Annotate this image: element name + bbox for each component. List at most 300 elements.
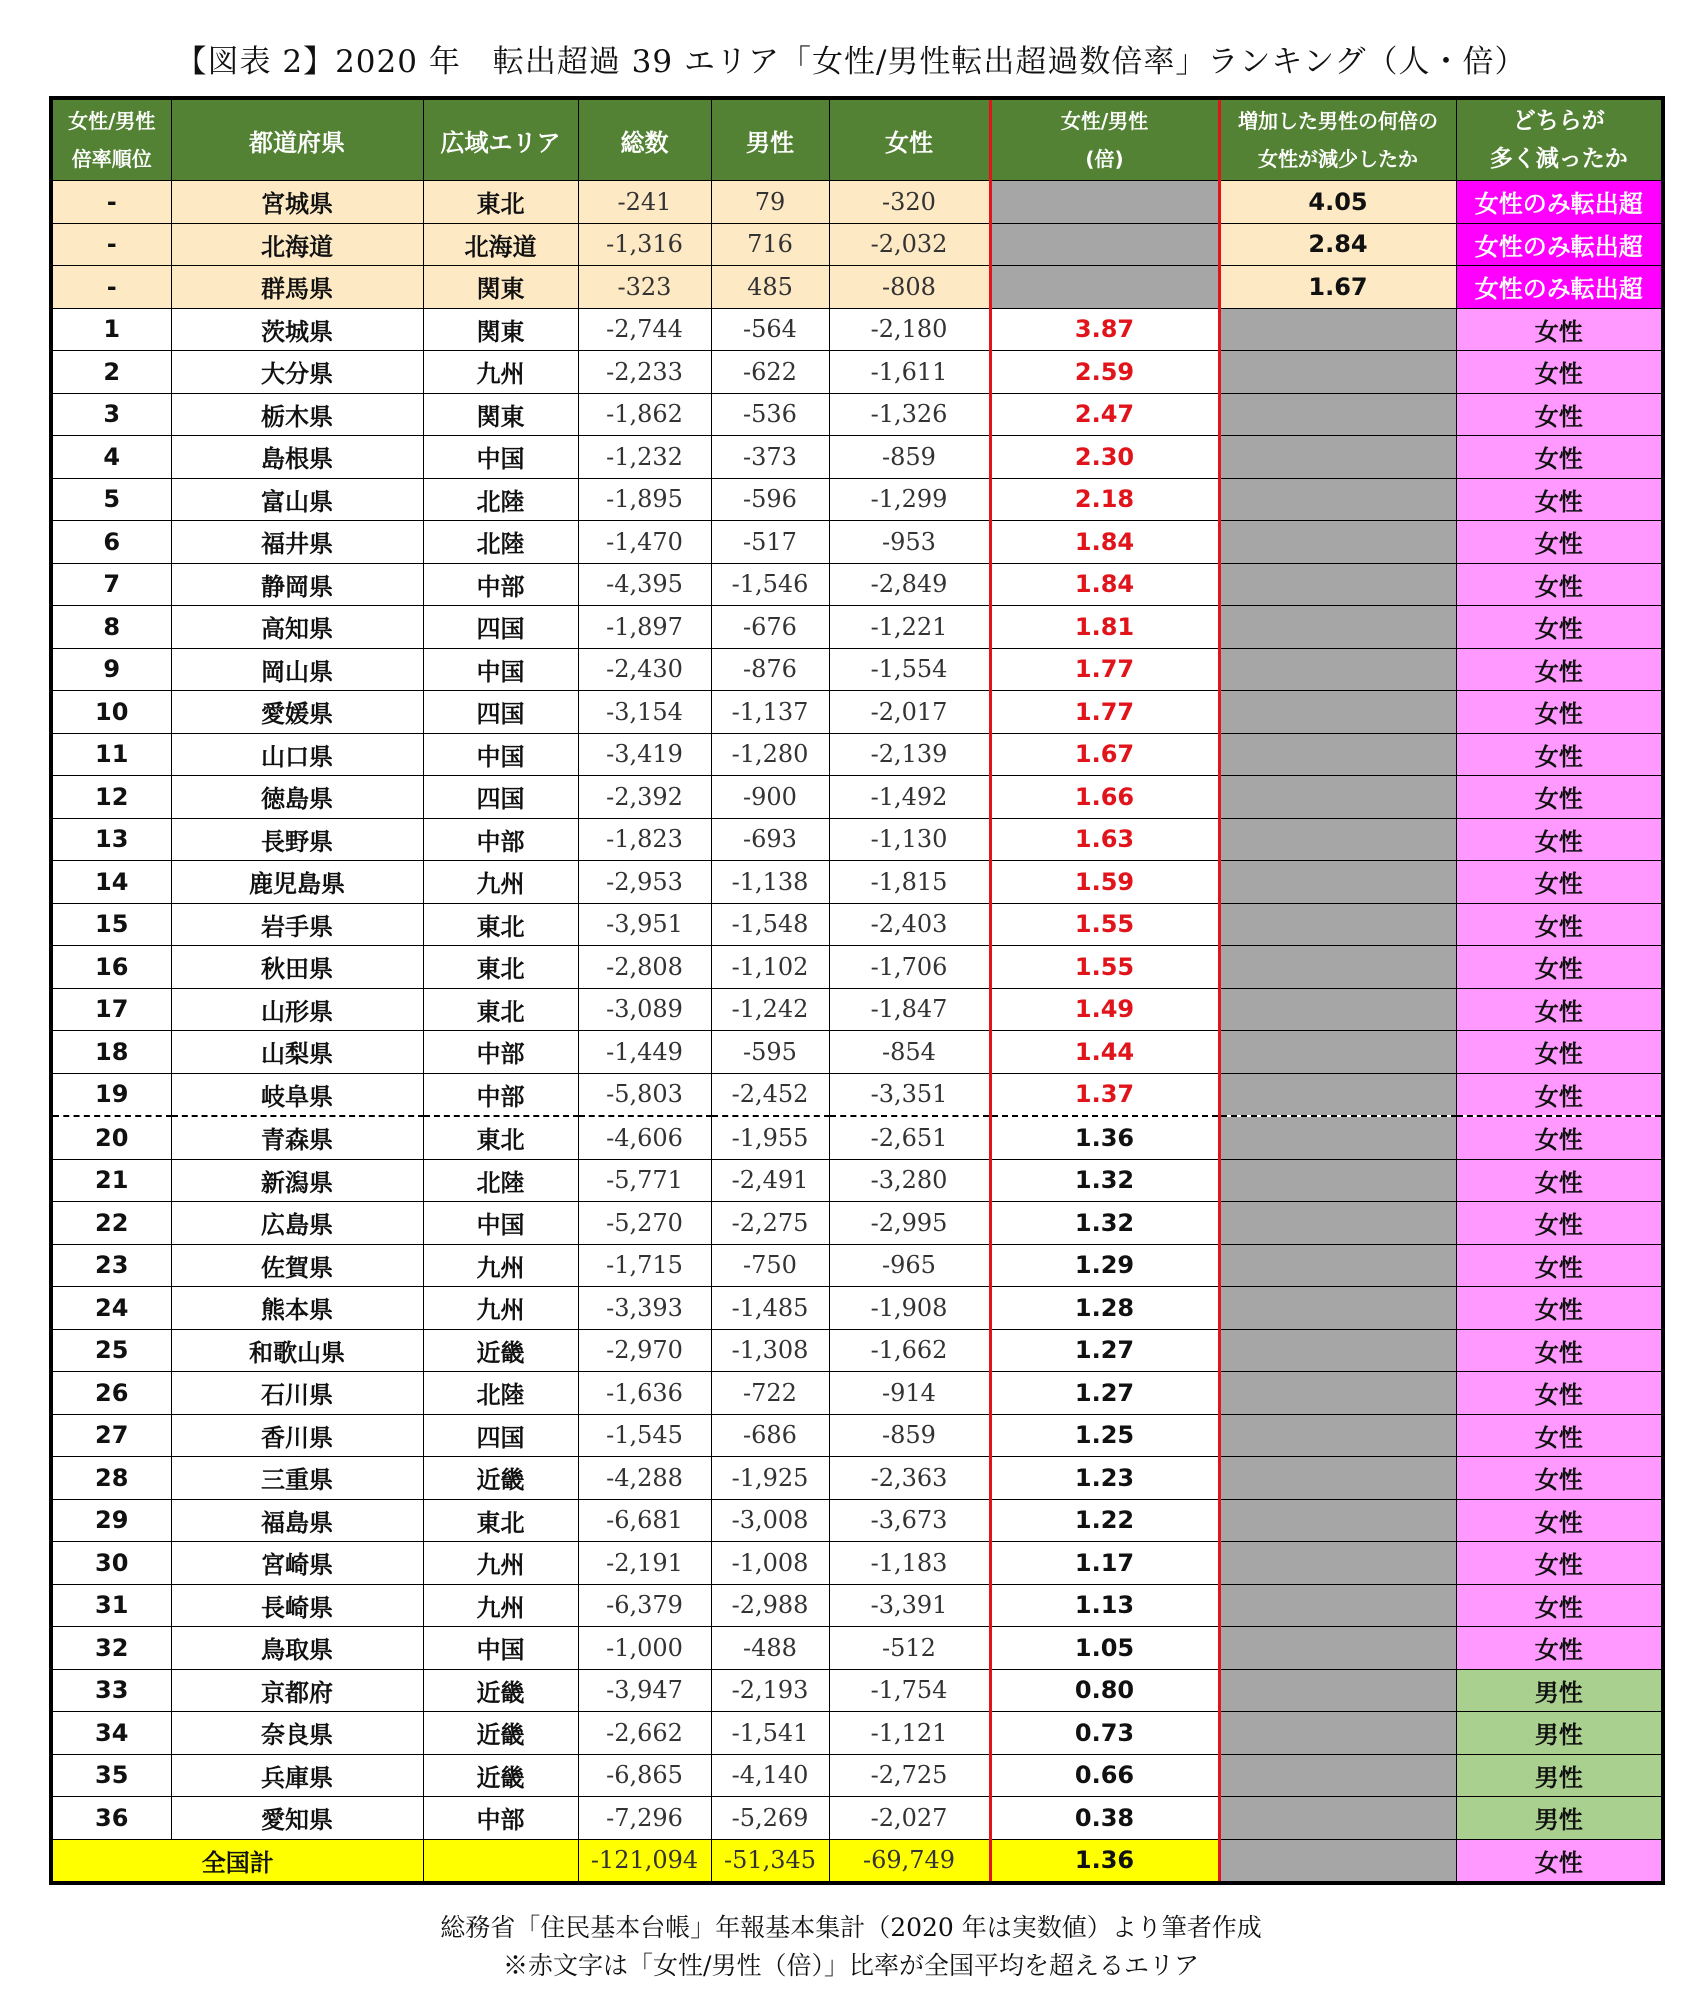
which-cell: 女性	[1456, 1584, 1663, 1627]
rank-cell: 13	[51, 818, 171, 861]
male-cell: -51,345	[711, 1839, 829, 1883]
rank-cell: 9	[51, 648, 171, 691]
table-row	[51, 946, 1663, 989]
which-cell: 男性	[1456, 1797, 1663, 1840]
prefecture-cell: 岩手県	[171, 903, 423, 946]
total-row	[51, 1839, 1663, 1883]
which-cell: 女性	[1456, 1031, 1663, 1074]
multiple-cell	[1219, 1372, 1456, 1415]
total-cell: -1,232	[578, 436, 711, 479]
male-cell: -1,137	[711, 691, 829, 734]
male-cell: -2,193	[711, 1669, 829, 1712]
which-cell: 女性	[1456, 1073, 1663, 1116]
total-label-cell: 全国計	[51, 1839, 423, 1883]
table-row	[51, 1031, 1663, 1074]
male-cell: -564	[711, 308, 829, 351]
table-row	[51, 648, 1663, 691]
female-cell: -953	[829, 521, 990, 564]
total-cell: -1,316	[578, 223, 711, 266]
prefecture-cell: 徳島県	[171, 776, 423, 819]
prefecture-cell: 群馬県	[171, 266, 423, 309]
which-cell: 女性	[1456, 1159, 1663, 1202]
ratio-cell: 1.32	[990, 1159, 1219, 1202]
table-row	[51, 521, 1663, 564]
male-cell: -686	[711, 1414, 829, 1457]
table-row	[51, 1073, 1663, 1116]
multiple-cell	[1219, 1457, 1456, 1500]
prefecture-cell: 福島県	[171, 1499, 423, 1542]
table-row	[51, 478, 1663, 521]
which-cell: 女性	[1456, 1414, 1663, 1457]
multiple-cell	[1219, 521, 1456, 564]
rank-cell: -	[51, 266, 171, 309]
table-row	[51, 691, 1663, 734]
female-cell: -965	[829, 1244, 990, 1287]
total-cell: -4,395	[578, 563, 711, 606]
header-total: 総数	[578, 98, 711, 181]
table-row	[51, 1116, 1663, 1159]
area-cell: 北陸	[423, 521, 578, 564]
area-cell: 北海道	[423, 223, 578, 266]
table-row	[51, 988, 1663, 1031]
rank-cell: 35	[51, 1754, 171, 1797]
multiple-cell	[1219, 1073, 1456, 1116]
ratio-cell: 2.18	[990, 478, 1219, 521]
area-cell: 近畿	[423, 1712, 578, 1755]
total-cell: -5,270	[578, 1202, 711, 1245]
area-cell: 近畿	[423, 1669, 578, 1712]
female-cell: -1,554	[829, 648, 990, 691]
area-cell: 東北	[423, 181, 578, 224]
ratio-cell: 2.47	[990, 393, 1219, 436]
table-row	[51, 1499, 1663, 1542]
prefecture-cell: 愛媛県	[171, 691, 423, 734]
rank-cell: 7	[51, 563, 171, 606]
total-cell: -2,191	[578, 1542, 711, 1585]
ratio-cell: 1.44	[990, 1031, 1219, 1074]
multiple-cell: 2.84	[1219, 223, 1456, 266]
area-cell: 近畿	[423, 1754, 578, 1797]
ratio-cell: 1.05	[990, 1627, 1219, 1670]
multiple-cell	[1219, 1244, 1456, 1287]
multiple-cell	[1219, 436, 1456, 479]
which-cell: 女性	[1456, 733, 1663, 776]
male-cell: -2,988	[711, 1584, 829, 1627]
male-cell: -1,138	[711, 861, 829, 904]
table-row	[51, 606, 1663, 649]
rank-cell: 4	[51, 436, 171, 479]
rank-cell: 18	[51, 1031, 171, 1074]
prefecture-cell: 鳥取県	[171, 1627, 423, 1670]
prefecture-cell: 島根県	[171, 436, 423, 479]
ratio-cell: 1.77	[990, 691, 1219, 734]
prefecture-cell: 栃木県	[171, 393, 423, 436]
ratio-cell	[990, 223, 1219, 266]
area-cell: 中国	[423, 1202, 578, 1245]
prefecture-cell: 山口県	[171, 733, 423, 776]
area-cell: 中国	[423, 733, 578, 776]
male-cell: 485	[711, 266, 829, 309]
table-row	[51, 1414, 1663, 1457]
ratio-cell: 1.81	[990, 606, 1219, 649]
total-cell: -5,771	[578, 1159, 711, 1202]
table-row	[51, 308, 1663, 351]
which-cell: 男性	[1456, 1712, 1663, 1755]
ratio-cell: 2.59	[990, 351, 1219, 394]
which-cell: 女性	[1456, 521, 1663, 564]
rank-cell: 6	[51, 521, 171, 564]
prefecture-cell: 宮崎県	[171, 1542, 423, 1585]
ratio-cell: 1.27	[990, 1329, 1219, 1372]
rank-cell: 8	[51, 606, 171, 649]
total-cell: -2,808	[578, 946, 711, 989]
table-row	[51, 861, 1663, 904]
rank-cell: 1	[51, 308, 171, 351]
female-cell: -3,351	[829, 1073, 990, 1116]
ratio-cell: 1.23	[990, 1457, 1219, 1500]
prefecture-cell: 岐阜県	[171, 1073, 423, 1116]
rank-cell: 14	[51, 861, 171, 904]
area-cell: 九州	[423, 351, 578, 394]
total-cell: -4,288	[578, 1457, 711, 1500]
area-cell: 四国	[423, 776, 578, 819]
total-cell: -2,233	[578, 351, 711, 394]
female-cell: -2,017	[829, 691, 990, 734]
male-cell: -1,548	[711, 903, 829, 946]
table-row	[51, 1287, 1663, 1330]
area-cell: 四国	[423, 606, 578, 649]
total-cell: -1,636	[578, 1372, 711, 1415]
male-cell: -722	[711, 1372, 829, 1415]
male-cell: -536	[711, 393, 829, 436]
male-cell: -4,140	[711, 1754, 829, 1797]
male-cell: -1,546	[711, 563, 829, 606]
area-cell: 中部	[423, 1073, 578, 1116]
area-cell: 東北	[423, 1116, 578, 1159]
rank-cell: 24	[51, 1287, 171, 1330]
rank-cell: 12	[51, 776, 171, 819]
multiple-cell	[1219, 776, 1456, 819]
multiple-cell	[1219, 308, 1456, 351]
male-cell: -676	[711, 606, 829, 649]
rank-cell: 30	[51, 1542, 171, 1585]
prefecture-cell: 長崎県	[171, 1584, 423, 1627]
multiple-cell	[1219, 1627, 1456, 1670]
rank-cell: 32	[51, 1627, 171, 1670]
table-row	[51, 266, 1663, 309]
header-multiple: 増加した男性の何倍の 女性が減少したか	[1219, 98, 1456, 181]
male-cell: -2,275	[711, 1202, 829, 1245]
which-cell: 女性	[1456, 1372, 1663, 1415]
rank-cell: 15	[51, 903, 171, 946]
female-cell: -1,221	[829, 606, 990, 649]
total-cell: -6,681	[578, 1499, 711, 1542]
prefecture-cell: 愛知県	[171, 1797, 423, 1840]
area-cell: 関東	[423, 266, 578, 309]
multiple-cell	[1219, 351, 1456, 394]
total-cell: -1,449	[578, 1031, 711, 1074]
area-cell: 近畿	[423, 1329, 578, 1372]
which-cell: 女性のみ転出超	[1456, 266, 1663, 309]
rank-cell: 17	[51, 988, 171, 1031]
table-row	[51, 776, 1663, 819]
multiple-cell	[1219, 563, 1456, 606]
which-cell: 女性	[1456, 1116, 1663, 1159]
prefecture-cell: 広島県	[171, 1202, 423, 1245]
male-cell: -596	[711, 478, 829, 521]
male-cell: -900	[711, 776, 829, 819]
female-cell: -1,299	[829, 478, 990, 521]
area-cell: 九州	[423, 861, 578, 904]
multiple-cell	[1219, 1499, 1456, 1542]
total-cell: -6,865	[578, 1754, 711, 1797]
ratio-cell: 1.36	[990, 1116, 1219, 1159]
table-row	[51, 563, 1663, 606]
which-cell: 男性	[1456, 1669, 1663, 1712]
multiple-cell: 1.67	[1219, 266, 1456, 309]
female-cell: -3,673	[829, 1499, 990, 1542]
which-cell: 女性	[1456, 648, 1663, 691]
ratio-cell: 1.17	[990, 1542, 1219, 1585]
which-cell: 女性	[1456, 1542, 1663, 1585]
which-cell: 女性	[1456, 393, 1663, 436]
rank-cell: 19	[51, 1073, 171, 1116]
female-cell: -320	[829, 181, 990, 224]
ratio-cell: 1.25	[990, 1414, 1219, 1457]
which-cell: 女性	[1456, 436, 1663, 479]
prefecture-cell: 石川県	[171, 1372, 423, 1415]
table-row	[51, 818, 1663, 861]
header-which: どちらが 多く減ったか	[1456, 98, 1663, 181]
which-cell: 女性	[1456, 691, 1663, 734]
prefecture-cell: 福井県	[171, 521, 423, 564]
which-cell: 女性	[1456, 946, 1663, 989]
area-cell: 関東	[423, 308, 578, 351]
prefecture-cell: 山梨県	[171, 1031, 423, 1074]
female-cell: -1,815	[829, 861, 990, 904]
female-cell: -1,183	[829, 1542, 990, 1585]
table-row	[51, 1754, 1663, 1797]
table-row	[51, 1797, 1663, 1840]
which-cell: 女性	[1456, 1329, 1663, 1372]
area-cell: 東北	[423, 946, 578, 989]
table-row	[51, 1457, 1663, 1500]
ratio-cell: 0.66	[990, 1754, 1219, 1797]
female-cell: -3,280	[829, 1159, 990, 1202]
multiple-cell	[1219, 903, 1456, 946]
female-cell: -2,139	[829, 733, 990, 776]
total-cell: -3,951	[578, 903, 711, 946]
table-row	[51, 181, 1663, 224]
female-cell: -854	[829, 1031, 990, 1074]
rank-cell: 23	[51, 1244, 171, 1287]
table-row	[51, 1627, 1663, 1670]
male-cell: -876	[711, 648, 829, 691]
which-cell: 女性	[1456, 478, 1663, 521]
male-cell: -5,269	[711, 1797, 829, 1840]
female-cell: -1,662	[829, 1329, 990, 1372]
which-cell: 女性のみ転出超	[1456, 223, 1663, 266]
area-cell: 九州	[423, 1542, 578, 1585]
prefecture-cell: 三重県	[171, 1457, 423, 1500]
area-cell: 北陸	[423, 478, 578, 521]
header-area: 広域エリア	[423, 98, 578, 181]
multiple-cell	[1219, 1159, 1456, 1202]
ratio-cell: 1.29	[990, 1244, 1219, 1287]
prefecture-cell: 茨城県	[171, 308, 423, 351]
rank-cell: 5	[51, 478, 171, 521]
female-cell: -808	[829, 266, 990, 309]
source-note: 総務省「住民基本台帳」年報基本集計（2020 年は実数値）より筆者作成	[440, 1913, 1262, 1942]
male-cell: -517	[711, 521, 829, 564]
table-row	[51, 1202, 1663, 1245]
which-cell: 女性	[1456, 1499, 1663, 1542]
ratio-cell: 0.73	[990, 1712, 1219, 1755]
ranking-table	[49, 96, 1665, 1885]
ratio-cell: 1.84	[990, 563, 1219, 606]
header-ratio: 女性/男性 (倍)	[990, 98, 1219, 181]
total-cell: -1,545	[578, 1414, 711, 1457]
area-cell: 関東	[423, 393, 578, 436]
total-cell: -3,393	[578, 1287, 711, 1330]
ratio-cell: 3.87	[990, 308, 1219, 351]
multiple-cell	[1219, 1797, 1456, 1840]
rank-cell: 10	[51, 691, 171, 734]
ratio-cell: 0.38	[990, 1797, 1219, 1840]
ranking-table-wrapper	[49, 96, 1661, 1885]
female-cell: -1,326	[829, 393, 990, 436]
total-cell: -3,947	[578, 1669, 711, 1712]
which-cell: 女性	[1456, 988, 1663, 1031]
which-cell: 女性のみ転出超	[1456, 181, 1663, 224]
prefecture-cell: 鹿児島県	[171, 861, 423, 904]
prefecture-cell: 新潟県	[171, 1159, 423, 1202]
total-cell: -2,970	[578, 1329, 711, 1372]
prefecture-cell: 香川県	[171, 1414, 423, 1457]
male-cell: -373	[711, 436, 829, 479]
which-cell: 女性	[1456, 818, 1663, 861]
multiple-cell	[1219, 1329, 1456, 1372]
multiple-cell	[1219, 733, 1456, 776]
area-cell: 東北	[423, 903, 578, 946]
ratio-cell: 2.30	[990, 436, 1219, 479]
male-cell: -1,925	[711, 1457, 829, 1500]
ratio-cell: 1.55	[990, 903, 1219, 946]
prefecture-cell: 青森県	[171, 1116, 423, 1159]
female-cell: -1,121	[829, 1712, 990, 1755]
ratio-cell: 1.32	[990, 1202, 1219, 1245]
male-cell: -3,008	[711, 1499, 829, 1542]
multiple-cell	[1219, 1669, 1456, 1712]
female-cell: -2,995	[829, 1202, 990, 1245]
male-cell: -1,308	[711, 1329, 829, 1372]
which-cell: 女性	[1456, 1202, 1663, 1245]
prefecture-cell: 山形県	[171, 988, 423, 1031]
table-row	[51, 1669, 1663, 1712]
total-cell: -121,094	[578, 1839, 711, 1883]
female-cell: -1,706	[829, 946, 990, 989]
multiple-cell	[1219, 861, 1456, 904]
area-cell: 九州	[423, 1584, 578, 1627]
total-cell: -7,296	[578, 1797, 711, 1840]
total-cell: -2,662	[578, 1712, 711, 1755]
rank-cell: 16	[51, 946, 171, 989]
prefecture-cell: 和歌山県	[171, 1329, 423, 1372]
header-male: 男性	[711, 98, 829, 181]
total-cell: -1,823	[578, 818, 711, 861]
total-cell: -1,470	[578, 521, 711, 564]
total-cell: -3,089	[578, 988, 711, 1031]
total-cell: -323	[578, 266, 711, 309]
area-cell: 中部	[423, 1797, 578, 1840]
table-row	[51, 1329, 1663, 1372]
which-cell: 女性	[1456, 351, 1663, 394]
total-cell: -2,392	[578, 776, 711, 819]
female-cell: -1,908	[829, 1287, 990, 1330]
prefecture-cell: 奈良県	[171, 1712, 423, 1755]
area-cell: 北陸	[423, 1159, 578, 1202]
multiple-cell	[1219, 1202, 1456, 1245]
ratio-cell: 1.27	[990, 1372, 1219, 1415]
which-cell: 女性	[1456, 903, 1663, 946]
ratio-cell: 1.67	[990, 733, 1219, 776]
prefecture-cell: 静岡県	[171, 563, 423, 606]
female-cell: -1,492	[829, 776, 990, 819]
ratio-cell: 1.59	[990, 861, 1219, 904]
header-rank: 女性/男性 倍率順位	[51, 98, 171, 181]
male-cell: -750	[711, 1244, 829, 1287]
prefecture-cell: 佐賀県	[171, 1244, 423, 1287]
rank-cell: 11	[51, 733, 171, 776]
ratio-cell: 1.37	[990, 1073, 1219, 1116]
male-cell: -595	[711, 1031, 829, 1074]
ratio-cell	[990, 181, 1219, 224]
multiple-cell	[1219, 478, 1456, 521]
ratio-cell: 1.63	[990, 818, 1219, 861]
rank-cell: 25	[51, 1329, 171, 1372]
multiple-cell	[1219, 1031, 1456, 1074]
total-cell: -1,862	[578, 393, 711, 436]
total-cell: -6,379	[578, 1584, 711, 1627]
ratio-cell: 1.36	[990, 1839, 1219, 1883]
table-row	[51, 1244, 1663, 1287]
female-cell: -1,611	[829, 351, 990, 394]
table-row	[51, 393, 1663, 436]
red-text-note: ※赤文字は「女性/男性（倍）」比率が全国平均を超えるエリア	[503, 1951, 1199, 1980]
prefecture-cell: 長野県	[171, 818, 423, 861]
female-cell: -859	[829, 1414, 990, 1457]
rank-cell: 26	[51, 1372, 171, 1415]
multiple-cell	[1219, 818, 1456, 861]
which-cell: 男性	[1456, 1754, 1663, 1797]
male-cell: 79	[711, 181, 829, 224]
total-cell: -1,895	[578, 478, 711, 521]
area-cell: 九州	[423, 1244, 578, 1287]
table-row	[51, 1542, 1663, 1585]
prefecture-cell: 北海道	[171, 223, 423, 266]
female-cell: -1,754	[829, 1669, 990, 1712]
table-row	[51, 1159, 1663, 1202]
area-cell: 中国	[423, 1627, 578, 1670]
table-row	[51, 1372, 1663, 1415]
male-cell: -1,102	[711, 946, 829, 989]
male-cell: 716	[711, 223, 829, 266]
prefecture-cell: 岡山県	[171, 648, 423, 691]
rank-cell: 36	[51, 1797, 171, 1840]
area-cell: 中国	[423, 648, 578, 691]
rank-cell: 29	[51, 1499, 171, 1542]
table-row	[51, 223, 1663, 266]
